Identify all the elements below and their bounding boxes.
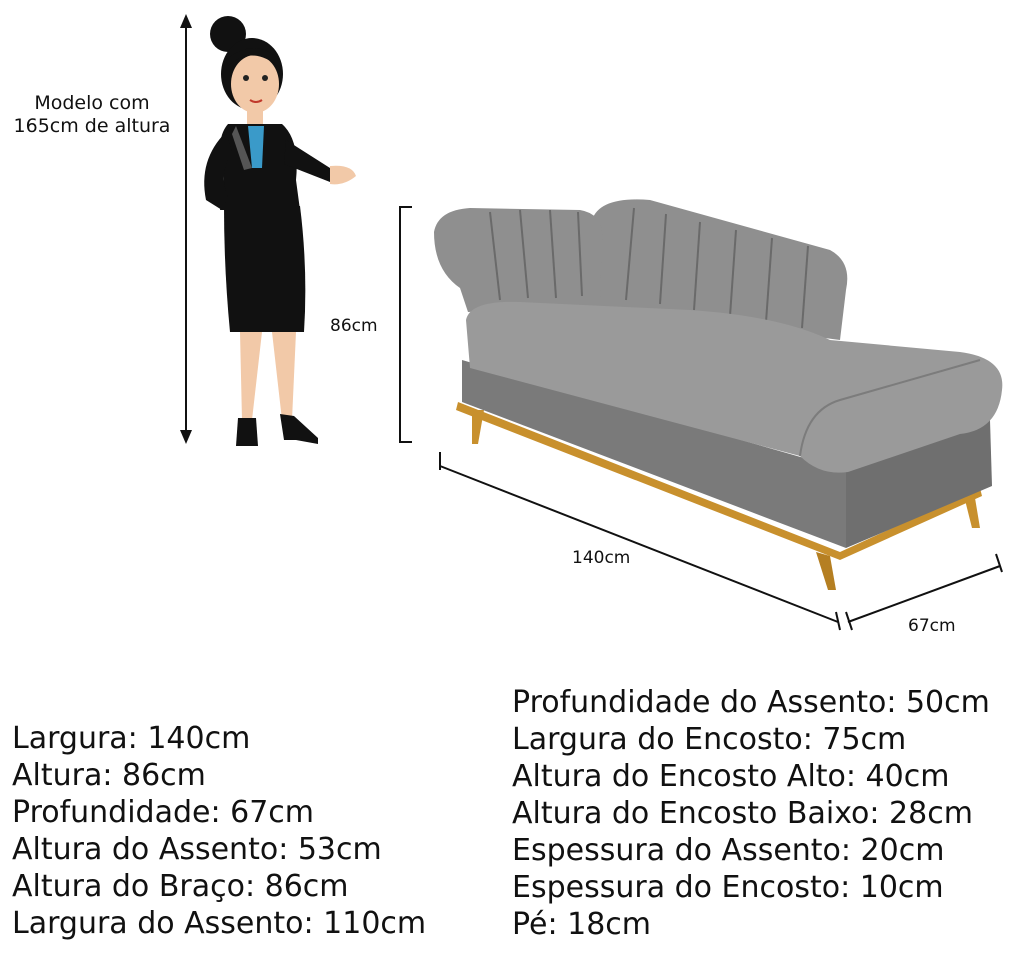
spec-line: Espessura do Assento: 20cm — [512, 833, 945, 868]
model-height-arrow — [180, 14, 192, 444]
depth-dimension-label: 67cm — [908, 616, 956, 636]
sofa-height-bracket — [400, 207, 412, 442]
chaise-longue — [434, 199, 1002, 590]
spec-line: Profundidade: 67cm — [12, 795, 315, 830]
spec-line: Largura do Encosto: 75cm — [512, 722, 907, 757]
spec-line: Altura do Encosto Alto: 40cm — [512, 759, 950, 794]
spec-line: Largura: 140cm — [12, 721, 251, 756]
spec-line: Pé: 18cm — [512, 907, 652, 942]
spec-line: Largura do Assento: 110cm — [12, 906, 427, 941]
model-caption-line1: Modelo com — [34, 92, 150, 114]
height-dimension-label: 86cm — [330, 316, 378, 336]
spec-line: Altura do Encosto Baixo: 28cm — [512, 796, 973, 831]
model-caption-line2: 165cm de altura — [13, 115, 171, 137]
specs-left-column — [12, 720, 426, 942]
spec-line: Profundidade do Assento: 50cm — [512, 685, 990, 720]
spec-line: Altura: 86cm — [12, 758, 206, 793]
spec-line: Altura do Braço: 86cm — [12, 869, 349, 904]
model-woman-figure — [204, 16, 356, 446]
specs-right-column — [512, 684, 990, 943]
model-height-caption — [4, 92, 180, 138]
spec-line: Espessura do Encosto: 10cm — [512, 870, 944, 905]
spec-line: Altura do Assento: 53cm — [12, 832, 382, 867]
width-dimension-label: 140cm — [572, 548, 631, 568]
